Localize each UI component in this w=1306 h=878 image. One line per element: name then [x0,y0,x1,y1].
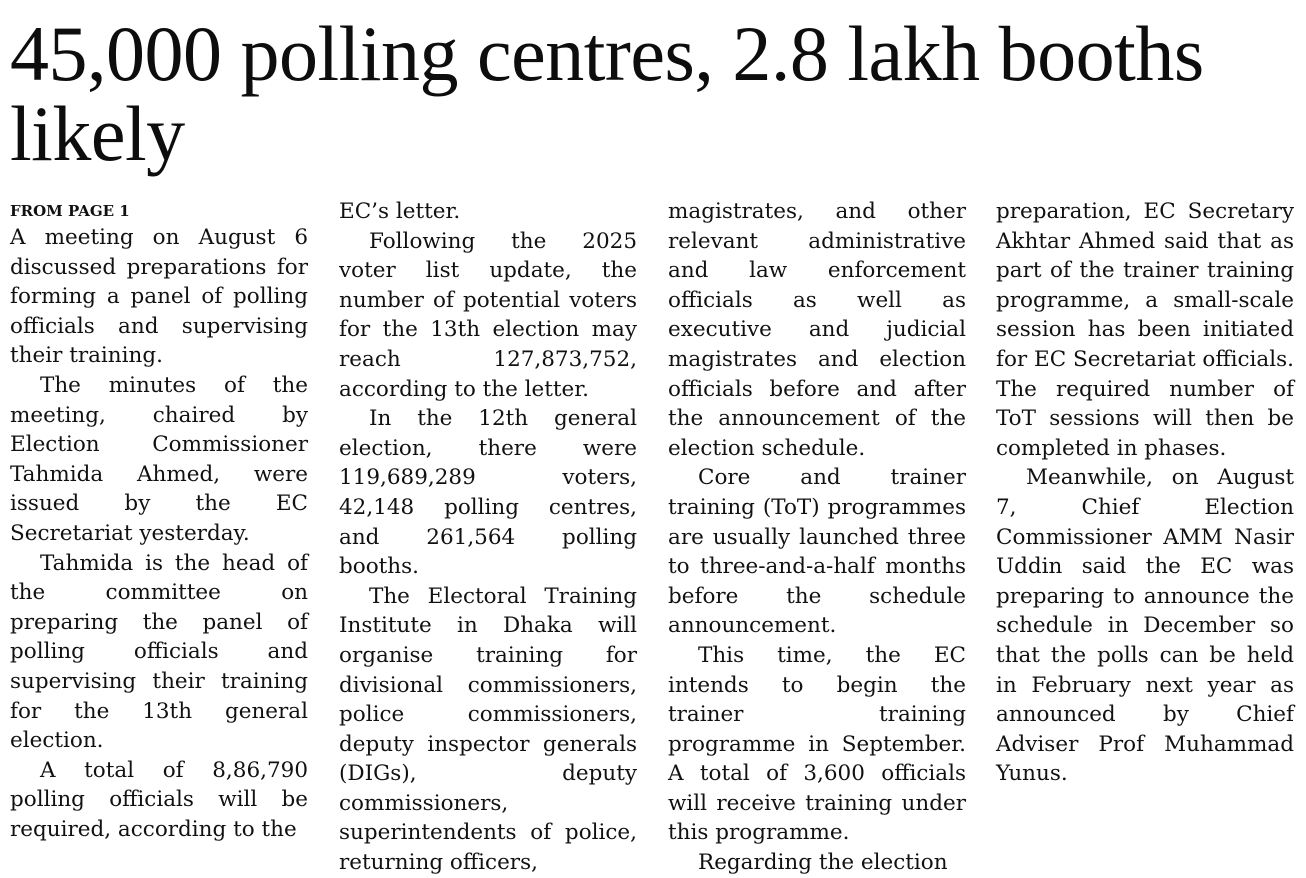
paragraph: The minutes of the meeting, chaired by Election Commissioner Tahmida Ahmed, were issued by the EC Secretariat yesterday. [10,372,308,546]
paragraph: The Electoral Training Institute in Dhaka will organise training for divisional commissioners, police commissioners, deputy inspector generals (DIGs), deputy commissioners, superintendents of police, returning officers, [339,583,637,876]
paragraph: magistrates, and other relevant administrative and law enforcement officials as well as executive and judicial magistrates and election officials before and after the announcement of the election schedule. [668,199,966,461]
article-column-2 [339,197,637,878]
paragraph: A meeting on August 6 discussed preparations for forming a panel of polling officials and supervising their training. [10,225,308,369]
article-column-1 [10,197,308,844]
paragraph: In the 12th general election, there were 119,689,289 voters, 42,148 polling centres, and 261,564 polling booths. [339,406,637,580]
paragraph: Tahmida is the head of the committee on preparing the panel of polling officials and supervising their training for the 13th general election. [10,550,308,754]
paragraph: preparation, EC Secretary Akhtar Ahmed said that as part of the trainer training programme, a small-scale session has been initiated for EC Secretariat officials. The required number of ToT sessions will then be completed in phases. [996,199,1294,461]
paragraph: Meanwhile, on August 7, Chief Election Commissioner AMM Nasir Uddin said the EC was preparing to announce the schedule in December so that the polls can be held in February next year as announced by Chief Adviser Prof Muhammad Yunus. [996,465,1294,787]
paragraph: Regarding the election [698,850,948,876]
article-column-3 [668,197,966,878]
paragraph: This time, the EC intends to begin the trainer training programme in September. A total of 3,600 officials will receive training under this programme. [668,642,966,846]
article-column-4 [996,197,1294,789]
paragraph: A total of 8,86,790 polling officials will be required, according to the [10,757,308,842]
paragraph: Following the 2025 voter list update, the number of potential voters for the 13th election may reach 127,873,752, according to the letter. [339,228,637,402]
kicker-label: FROM PAGE 1 [10,202,130,220]
paragraph: Core and trainer training (ToT) programmes are usually launched three to three-and-a-half months before the schedule announcement. [668,465,966,639]
paragraph: EC’s letter. [339,199,461,224]
headline: 45,000 polling centres, 2.8 lakh booths likely [10,10,1204,177]
